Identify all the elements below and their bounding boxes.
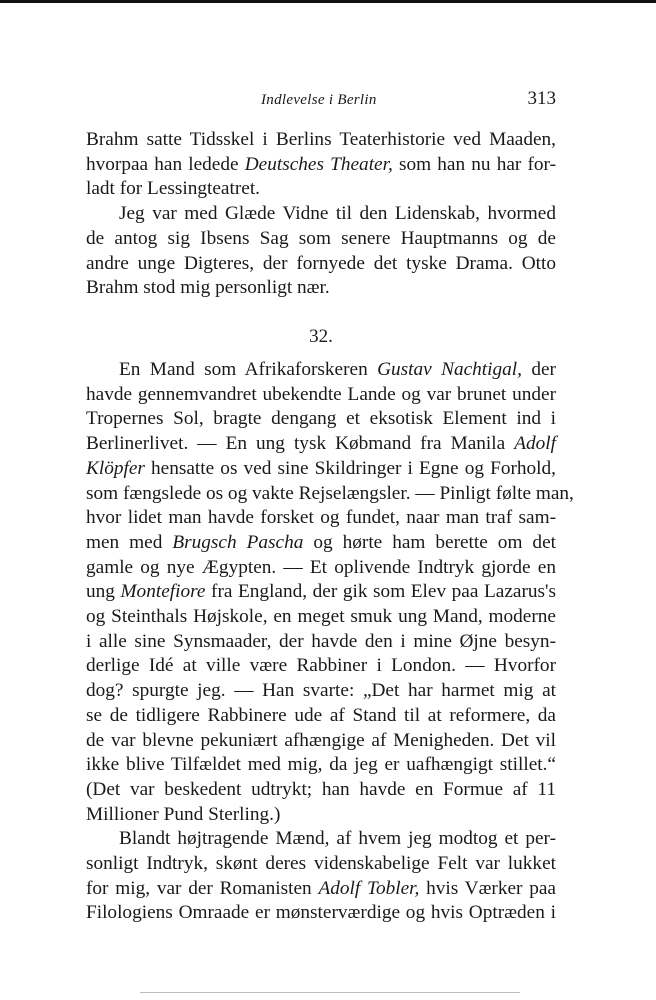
text-line: Brahm stod mig personligt nær. <box>86 277 330 299</box>
page-header <box>86 88 556 118</box>
text-line: de var blevne pekuniært afhængige af Menigheden. Det vil <box>86 729 556 751</box>
text-line: de antog sig Ibsens Sag som senere Hauptmanns og de <box>86 227 556 249</box>
section-number: 32. <box>309 326 333 347</box>
paragraph <box>86 202 556 301</box>
text-line: Filologiens Omraade er mønsterværdige og hvis Optræden i <box>86 902 556 924</box>
text-line: dog? spurgte jeg. — Han svarte: „Det har harmet mig at <box>86 680 556 702</box>
italic-name: Montefiore <box>120 581 206 603</box>
text-line: ung Montefiore fra England, der gik som Elev paa Lazarus's <box>86 581 556 603</box>
text-line: Berlinerlivet. — En ung tysk Købmand fra Manila Adolf <box>86 433 556 455</box>
text-line: hvorpaa han ledede Deutsches Theater, som han nu har for- <box>86 153 557 175</box>
top-border-rule <box>0 0 656 3</box>
text-line: havde gennemvandret ubekendte Lande og var brunet under <box>86 383 556 405</box>
text-line: Jeg var med Glæde Vidne til den Lidenskab, hvormed <box>119 203 556 225</box>
text-line: Millioner Pund Sterling.) <box>86 803 281 825</box>
text-line: som fængslede os og vakte Rejselængsler. — Pinligt følte man, <box>86 482 574 504</box>
italic-name: Brugsch Pascha <box>172 531 304 553</box>
paragraph <box>86 827 556 926</box>
text-line: sonligt Indtryk, skønt deres videnskabelige Felt var lukket <box>86 853 556 875</box>
italic-title: Deutsches Theater, <box>244 153 393 175</box>
italic-name: Adolf <box>514 433 556 455</box>
italic-name: Adolf Tobler, <box>318 877 420 899</box>
text-line: ikke blive Tilfældet med mig, da jeg er uafhængigt stillet.“ <box>86 754 556 776</box>
bottom-scan-edge <box>140 992 520 993</box>
text-line: Brahm satte Tidsskel i Berlins Teaterhistorie ved Maaden, <box>86 129 556 150</box>
running-title: Indlevelse i Berlin <box>261 92 377 108</box>
text-line: Klöpfer hensatte os ved sine Skildringer i Egne og Forhold, <box>86 457 556 479</box>
text-line: for mig, var der Romanisten Adolf Tobler, hvis Værker paa <box>86 877 556 899</box>
text-block-main <box>86 358 574 926</box>
text-line: i alle sine Synsmaader, der havde den i mine Øjne besyn- <box>86 630 556 652</box>
text-line: (Det var beskedent udtrykt; han havde en Formue af 11 <box>86 778 556 800</box>
text-line: gamle og nye Ægypten. — Et oplivende Indtryk gjorde en <box>86 556 556 578</box>
italic-name: Klöpfer <box>86 457 145 479</box>
text-line: men med Brugsch Pascha og hørte ham berette om det <box>86 531 556 553</box>
text-line: Tropernes Sol, bragte dengang et eksotisk Element ind i <box>86 408 556 430</box>
text-line: ladt for Lessingteatret. <box>86 178 261 200</box>
text-line: hvor lidet man havde forsket og fundet, naar man traf sam- <box>86 507 556 529</box>
text-line: Blandt højtragende Mænd, af hvem jeg modtog et per- <box>119 828 556 850</box>
page-number: 313 <box>527 88 556 109</box>
italic-name: Gustav Nachtigal, <box>377 359 522 380</box>
text-line: andre unge Digteres, der fornyede det tyske Drama. Otto <box>86 252 556 274</box>
text-block-top <box>86 128 556 301</box>
paragraph <box>86 358 574 827</box>
paragraph <box>86 128 556 202</box>
text-line: og Steinthals Højskole, en meget smuk ung Mand, moderne <box>86 606 556 628</box>
text-line: En Mand som Afrikaforskeren Gustav Nachtigal, der <box>119 359 556 380</box>
text-line: derlige Idé at ville være Rabbiner i London. — Hvorfor <box>86 655 556 677</box>
text-line: se de tidligere Rabbinere ude af Stand til at reformere, da <box>86 704 556 726</box>
